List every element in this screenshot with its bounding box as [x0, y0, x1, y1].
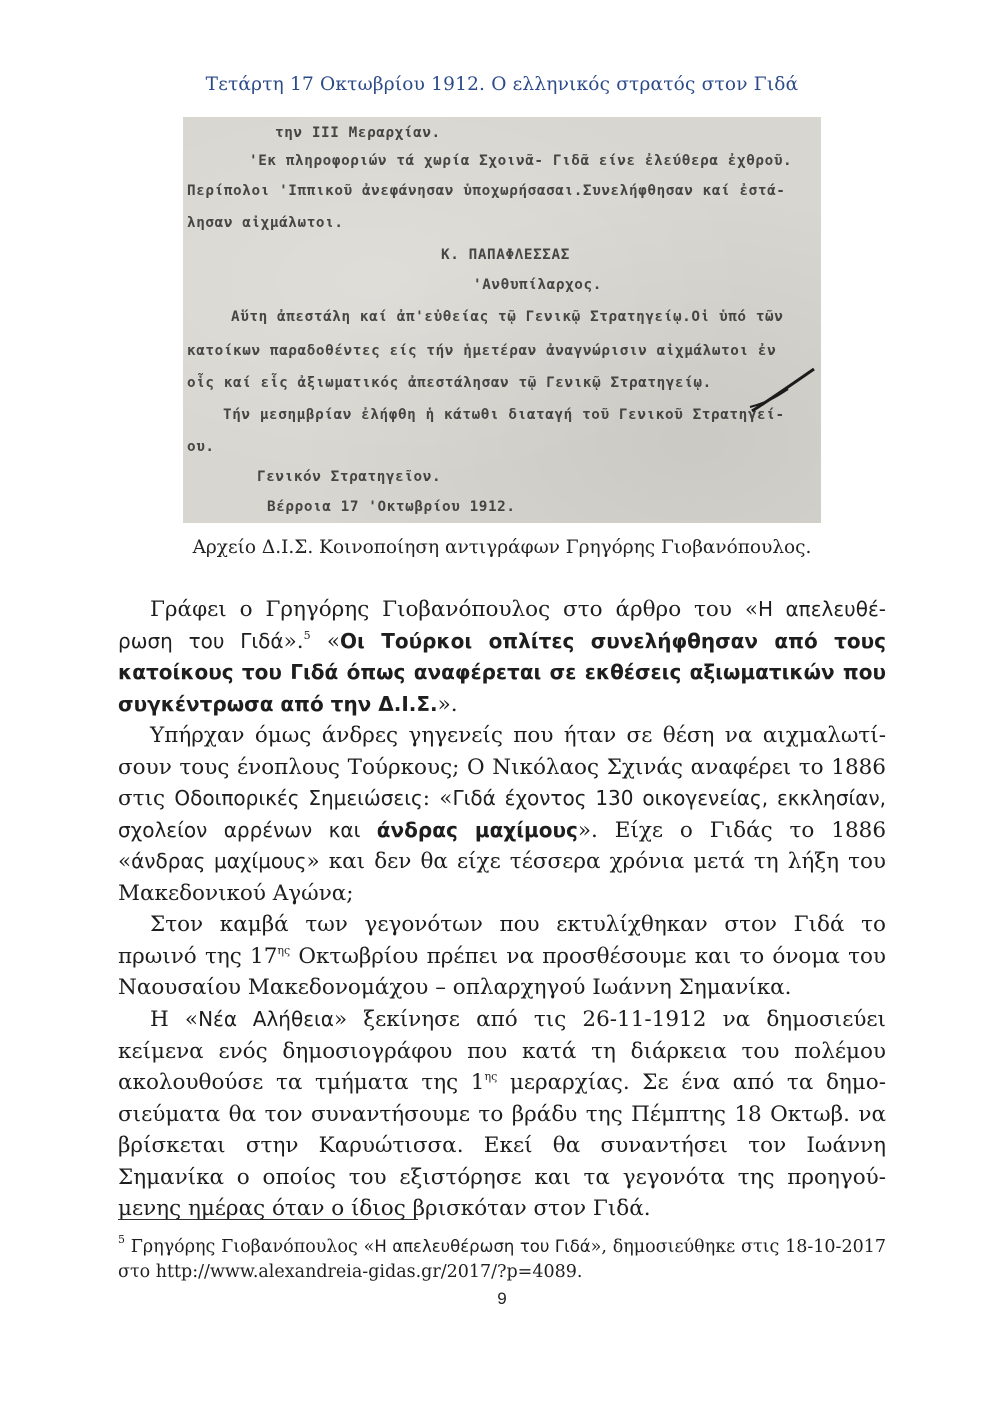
article-title: Η απελευθέρωση του Γιδά — [374, 1237, 591, 1256]
scan-line: Περίπολοι 'Ιππικοῦ ἀνεφάνησαν ὑποχωρήσασαι.Συνελήφθησαν καί ἐστά- — [187, 183, 786, 199]
scan-line: την ΙΙΙ Μεραρχίαν. — [275, 125, 441, 141]
scan-line: 'Εκ πληροφοριών τά χωρία Σχοινᾶ- Γιδᾶ είνε ἐλεύθερα ἐχθροῦ. — [249, 153, 793, 169]
page-number: 9 — [497, 1289, 507, 1308]
text: Υπήρχαν όμως άνδρες γηγενείς που ήταν σε θέση να αιχμαλωτί-σουν τους ένοπλους Τούρκους; Ο Νικόλαος Σχινάς αναφέρει το 1886 στις — [118, 723, 886, 811]
ordinal-suffix: ης — [484, 1070, 498, 1083]
text: Γρηγόρης Γιοβανόπουλος « — [125, 1237, 375, 1257]
figure-caption: Αρχείο Δ.Ι.Σ. Κοινοποίηση αντιγράφων Γρηγόρης Γιοβανόπουλος. — [192, 537, 812, 558]
footnote-number: 5 — [118, 1233, 125, 1246]
article-title: Η απελευθέ-ρωση του Γιδά — [118, 597, 886, 653]
text: ». — [437, 691, 458, 717]
text: « — [310, 628, 341, 654]
text: Οκτωβρίου πρέπει να προσθέσουμε και το όνομα του Ναουσαίου Μακεδονομάχου – οπλαρχηγού Ιωάννη Σημανίκα. — [118, 943, 886, 1000]
scan-line: 'Ανθυπίλαρχος. — [473, 277, 602, 293]
footnote-ref: 5 — [303, 628, 311, 642]
scan-line: ου. — [187, 439, 215, 455]
text: », δημοσιεύθηκε στις 18-10-2017 στο http://www.alexandreia-gidas.gr/2017/?p=4089. — [118, 1237, 886, 1282]
archive-document-scan — [183, 117, 821, 523]
text: : « — [422, 786, 453, 811]
footnote-divider — [118, 1219, 418, 1220]
text: » ξεκίνησε από τις 26-11-1912 να δημοσιεύει κείμενα ενός δημοσιογράφου που κατά τη διάρκεια του πολέμου ακολουθούσε τα τμήματα της 1 — [118, 1007, 886, 1095]
footnote — [118, 1234, 886, 1285]
text: ». Είχε ο Γιδάς το 1886 « — [118, 817, 886, 874]
newspaper-title: Νέα Αλήθεια — [198, 1007, 334, 1031]
text: Η « — [150, 1007, 199, 1032]
pen-mark-icon — [748, 367, 818, 417]
text: Γράφει ο Γρηγόρης Γιοβανόπουλος στο άρθρο του « — [150, 597, 759, 622]
paragraph-4 — [118, 1004, 886, 1225]
quote: Γιδά έχοντος 130 οικογενείας, εκκλησίαν, σχολείον αρρένων και — [118, 786, 886, 842]
text: μεραρχίας. Σε ένα από τα δημο-σιεύματα θα τον συναντήσουμε το βράδυ της Πέμπτης 18 Οκτωβ. να βρίσκεται στην Καρυώτισσα. Εκεί θα συναντήσει τον Ιωάννη Σημανίκα ο οποίος του εξιστόρησε και τα γεγονότα της προηγού-μενης ημέρας όταν ο ίδιος βρισκόταν στον Γιδά. — [118, 1070, 886, 1221]
scan-line: κατοίκων παραδοθέντες είς τήν ἡμετέραν ἀναγνώρισιν αἰχμάλωτοι ἐν — [187, 343, 777, 359]
scan-line: οἷς καί εἷς ἀξιωματικός ἀπεστάλησαν τῷ Γενικῷ Στρατηγείῳ. — [187, 375, 712, 391]
bold-quote: Οι Τούρκοι οπλίτες συνελήφθησαν από τους κατοίκους του Γιδά όπως αναφέρεται σε εκθέσεις αξιωματικών που συγκέντρωσα από την Δ.Ι.Σ. — [118, 628, 886, 716]
running-header: Τετάρτη 17 Οκτωβρίου 1912. Ο ελληνικός στρατός στον Γιδά — [205, 74, 799, 95]
ordinal-suffix: ης — [277, 943, 291, 957]
bold-quote: άνδρας μαχίμους — [376, 817, 578, 842]
scan-line: Βέρροια 17 'Οκτωβρίου 1912. — [267, 499, 516, 515]
scan-line: λησαν αἰχμάλωτοι. — [187, 215, 344, 231]
scan-line: Αὕτη ἀπεστάλη καί ἀπ'εὐθείας τῷ Γενικῷ Στρατηγείῳ.Οἱ ὑπό τῶν — [231, 309, 784, 325]
paragraph-3 — [118, 909, 886, 1004]
text: Στον καμβά των γεγονότων που εκτυλίχθηκαν στον Γιδά το πρωινό της 17 — [118, 912, 886, 969]
text: » και δεν θα είχε τέσσερα χρόνια μετά τη λήξη του Μακεδονικού Αγώνα; — [118, 849, 886, 906]
book-title: Οδοιπορικές Σημειώσεις — [174, 786, 423, 810]
quote: άνδρας μαχίμους — [131, 849, 307, 873]
scan-line: Κ. ΠΑΠΑΦΛΕΣΣΑΣ — [441, 247, 570, 263]
paragraph-1 — [118, 594, 886, 720]
scan-line: Γενικόν Στρατηγεῖον. — [257, 469, 442, 485]
scan-line: Τήν μεσημβρίαν ἐλήφθη ἡ κάτωθι διαταγή τοῦ Γενικοῦ Στρατηγεί- — [223, 407, 785, 423]
text: ». — [283, 628, 304, 654]
paragraph-2 — [118, 720, 886, 909]
